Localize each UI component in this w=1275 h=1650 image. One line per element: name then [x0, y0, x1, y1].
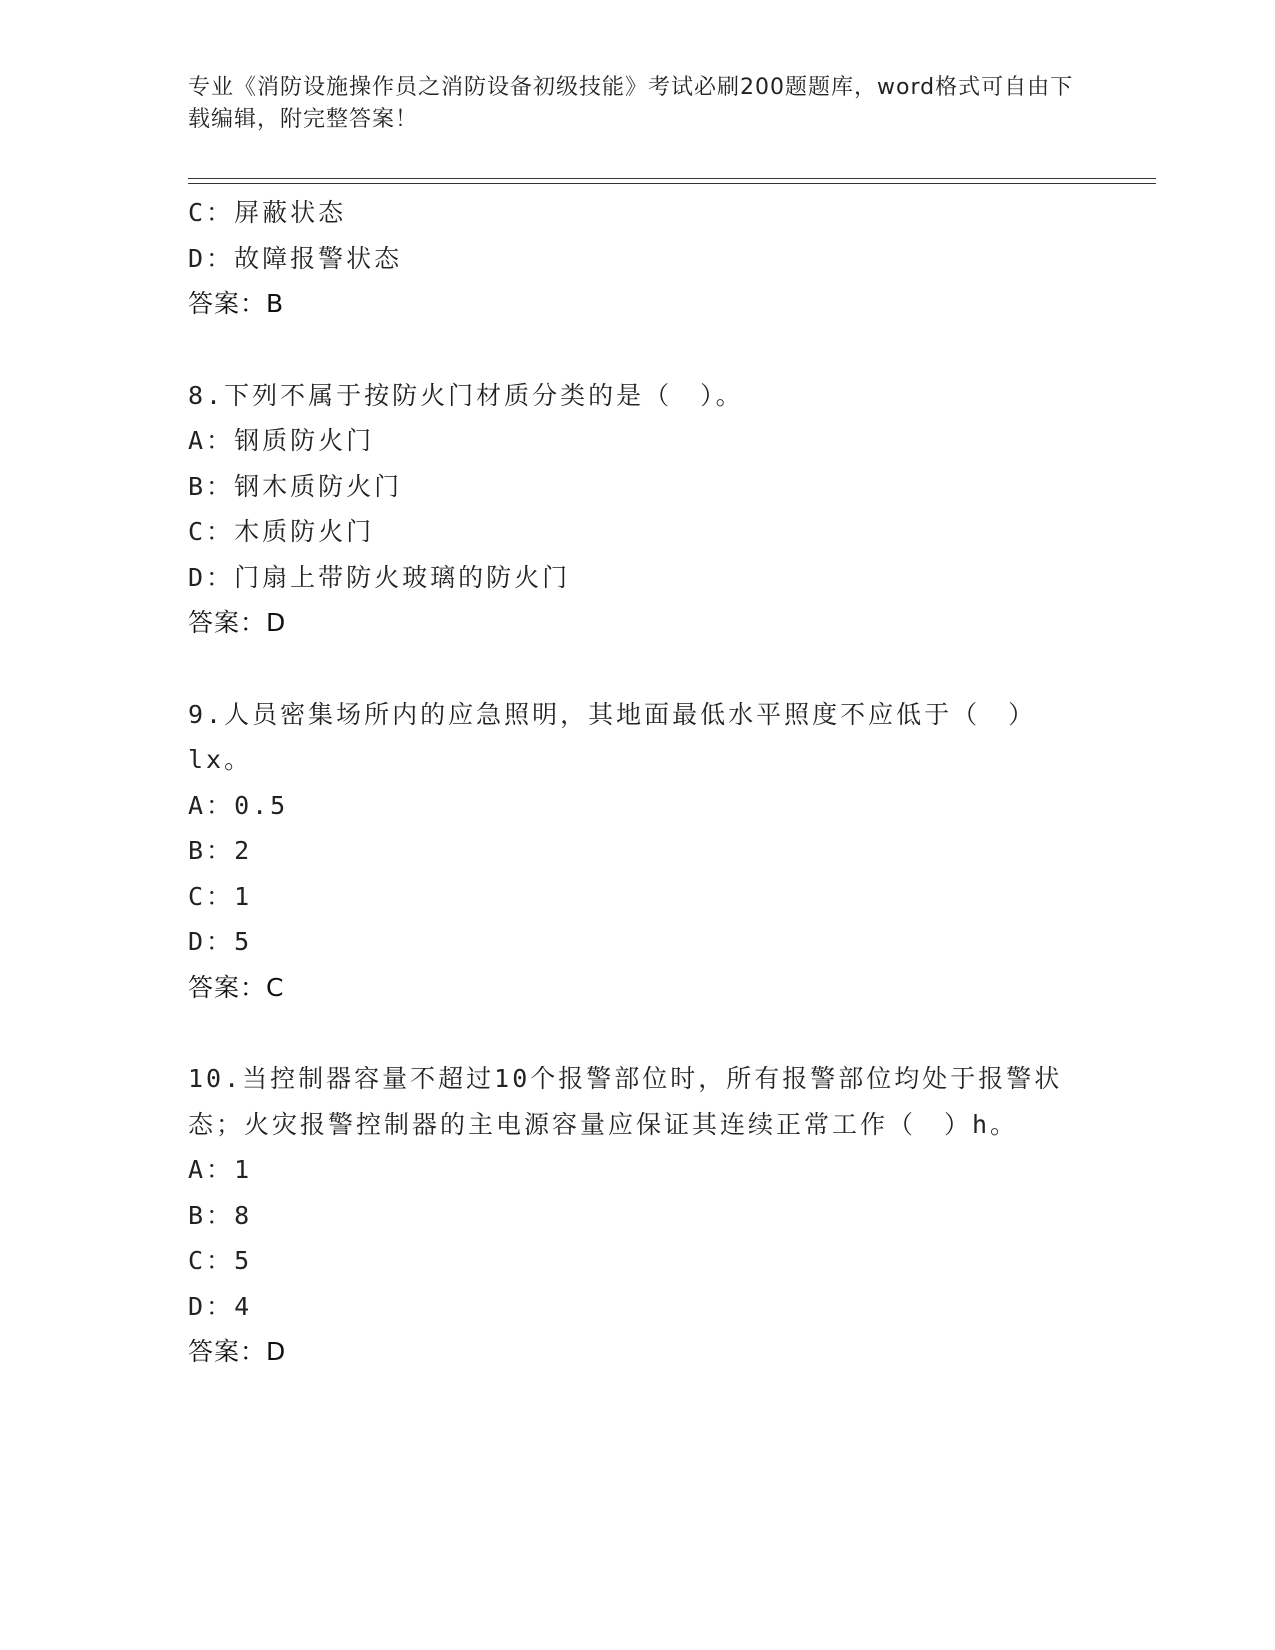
spacer [188, 327, 1128, 373]
answer: 答案：D [188, 608, 287, 637]
option-d [188, 555, 1128, 601]
header-rule-top [188, 178, 1156, 179]
option-label: C： [188, 517, 235, 546]
option-label: A： [188, 1155, 235, 1184]
option-label: C： [188, 1246, 235, 1275]
option-text: 1 [234, 1155, 253, 1184]
option-text: 5 [234, 1246, 253, 1275]
option-d [188, 1284, 1128, 1330]
option-b [188, 828, 1128, 874]
option-b [188, 1193, 1128, 1239]
question-9 [188, 692, 1128, 1011]
option-text: 故障报警状态 [234, 243, 403, 273]
option-label: B： [188, 836, 235, 865]
option-text: 钢木质防火门 [234, 471, 403, 501]
option-a [188, 783, 1128, 829]
answer: 答案：B [188, 289, 285, 318]
answer: 答案：C [188, 972, 285, 1002]
option-c [188, 874, 1128, 920]
option-label: D： [188, 562, 235, 592]
option-a [188, 1147, 1128, 1193]
option-text: 2 [234, 836, 253, 865]
question-10 [188, 1056, 1128, 1375]
option-b [188, 464, 1128, 510]
option-d [188, 919, 1128, 965]
question-stem: 10.当控制器容量不超过10个报警部位时，所有报警部位均处于报警状态；火灾报警控制器的主电源容量应保证其连续正常工作（ ）h。 [188, 1064, 1063, 1139]
question-stem: 9.人员密集场所内的应急照明，其地面最低水平照度不应低于（ ）lx。 [188, 699, 1037, 774]
option-label: C： [188, 881, 235, 911]
option-label: D： [188, 1291, 235, 1321]
option-label: D： [188, 243, 235, 273]
spacer [188, 646, 1128, 692]
spacer [188, 1010, 1128, 1056]
option-text: 8 [234, 1200, 253, 1230]
question-list [188, 190, 1128, 1375]
header-rule-bottom [188, 183, 1156, 184]
option-label: B： [188, 471, 235, 501]
option-text: 木质防火门 [234, 517, 375, 546]
document-header: 专业《消防设施操作员之消防设备初级技能》考试必刷200题题库，word格式可自由下载编辑，附完整答案！ [188, 75, 1074, 132]
option-text: 0.5 [234, 790, 289, 820]
option-text: 钢质防火门 [234, 426, 375, 455]
option-label: D： [188, 927, 235, 956]
option-text: 屏蔽状态 [234, 198, 347, 227]
prev-question [188, 190, 1128, 327]
option-text: 4 [234, 1291, 253, 1321]
option-c [188, 190, 1128, 236]
option-label: C： [188, 198, 235, 227]
option-text: 5 [234, 927, 253, 956]
option-label: A： [188, 426, 235, 455]
option-label: A： [188, 790, 235, 820]
option-text: 1 [234, 881, 253, 911]
question-8 [188, 373, 1128, 646]
option-text: 门扇上带防火玻璃的防火门 [234, 562, 571, 592]
option-c [188, 1238, 1128, 1284]
option-c [188, 509, 1128, 555]
option-label: B： [188, 1200, 235, 1230]
option-d [188, 236, 1128, 282]
question-stem: 8.下列不属于按防火门材质分类的是（ ）。 [188, 380, 744, 410]
option-a [188, 418, 1128, 464]
answer: 答案：D [188, 1337, 287, 1366]
